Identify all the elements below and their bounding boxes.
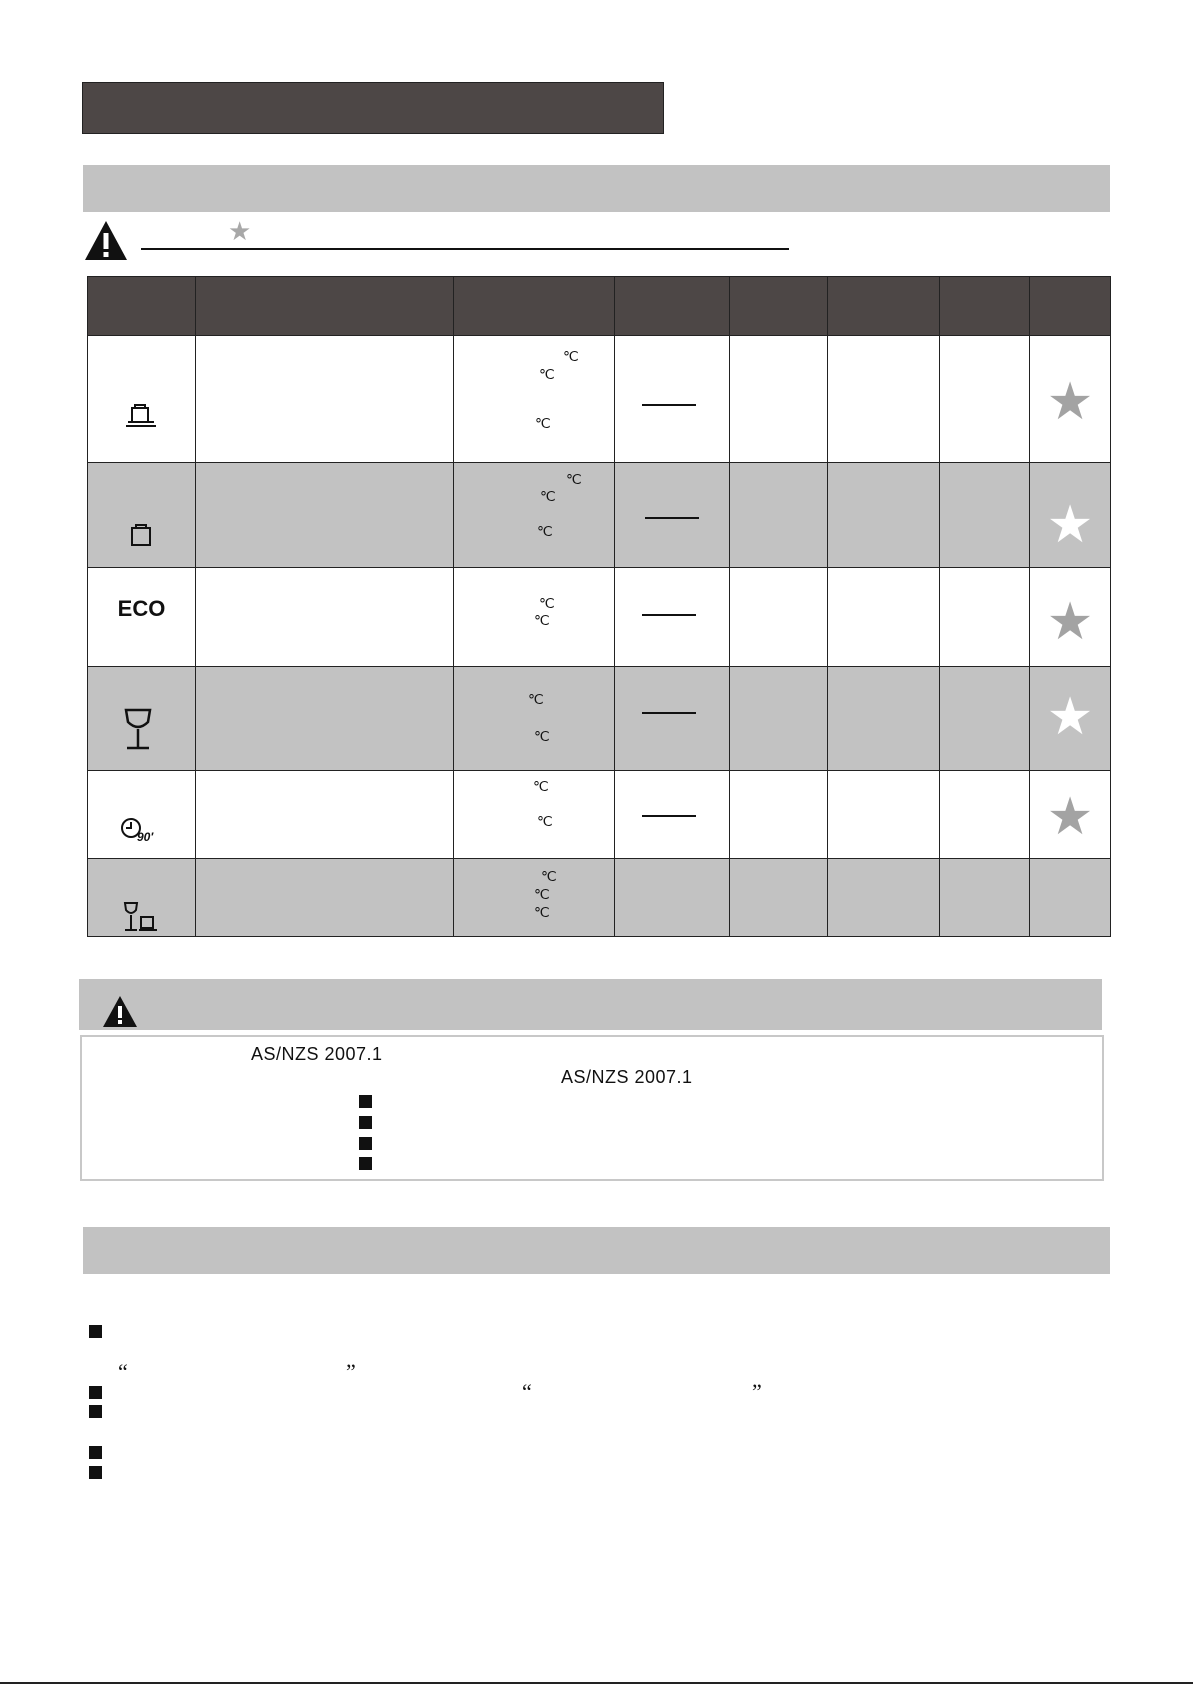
dash-line [642,614,696,616]
pot-with-plate-icon [124,400,158,430]
temperature-cell [454,667,615,771]
rinse-star-cell [1030,859,1111,937]
rinse-star-cell [1030,667,1111,771]
glass-and-cup-icon [123,901,159,933]
data-cell [730,667,828,771]
square-bullet-icon [359,1095,372,1108]
header-cell [88,277,196,336]
star-icon: ★ [1046,373,1094,431]
rinse-star-cell [1030,463,1111,568]
header-cell [730,277,828,336]
square-bullet-icon [89,1446,102,1459]
temp-unit: ℃ [528,693,544,708]
close-quote: ” [752,1379,762,1404]
program-icon-cell [88,336,196,463]
open-quote: “ [118,1359,128,1384]
data-cell [940,859,1030,937]
open-quote: “ [522,1379,532,1404]
description-cell [196,859,454,937]
data-cell [828,771,940,859]
description-cell [196,667,454,771]
data-cell [730,568,828,667]
table-row [88,667,1111,771]
wine-glass-icon [122,707,154,751]
temperature-cell [454,568,615,667]
header-cell [1030,277,1111,336]
square-bullet-icon [89,1325,102,1338]
standard-notice-box [80,1035,1104,1181]
dash-line [642,404,696,406]
data-cell [828,859,940,937]
temperature-cell [454,859,615,937]
temp-unit: ℃ [537,525,553,540]
data-cell [940,771,1030,859]
temperature-cell [454,463,615,568]
table-row [88,859,1111,937]
close-quote: ” [346,1359,356,1384]
detergent-cell [615,771,730,859]
header-cell [454,277,615,336]
description-cell [196,336,454,463]
program-table [87,276,1111,937]
data-cell [940,667,1030,771]
section-header [83,1227,1110,1274]
table-row [88,771,1111,859]
detergent-cell [615,667,730,771]
table-row [88,336,1111,463]
star-icon: ★ [228,216,252,246]
program-icon-cell [88,568,196,667]
data-cell [730,771,828,859]
star-icon: ★ [1046,593,1094,651]
square-bullet-icon [359,1157,372,1170]
program-icon-cell [88,771,196,859]
square-bullet-icon [89,1466,102,1479]
program-icon-cell [88,859,196,937]
temperature-cell [454,336,615,463]
detergent-cell [615,463,730,568]
header-cell [196,277,454,336]
temp-unit: ℃ [535,417,551,432]
section-header-standard-notice [79,979,1102,1030]
warning-icon [102,994,138,1028]
square-bullet-icon [359,1116,372,1129]
program-icon-cell [88,667,196,771]
description-cell [196,771,454,859]
square-bullet-icon [359,1137,372,1150]
header-cell [615,277,730,336]
data-cell [828,336,940,463]
data-cell [828,568,940,667]
data-cell [940,463,1030,568]
header-cell [940,277,1030,336]
description-cell [196,463,454,568]
dash-line [642,712,696,714]
description-cell [196,568,454,667]
data-cell [940,568,1030,667]
program-icon-cell [88,463,196,568]
temp-unit: ℃ [539,597,555,612]
temp-unit: ℃ [540,490,556,505]
temperature-cell [454,771,615,859]
rinse-star-cell [1030,336,1111,463]
temp-unit: ℃ [541,870,557,885]
temp-unit: ℃ [534,906,550,921]
90-minute-label: 90′ [137,830,154,844]
pot-icon [127,521,155,549]
star-icon: ★ [1046,496,1094,554]
temp-unit: ℃ [534,730,550,745]
warning-icon [84,219,128,261]
data-cell [730,859,828,937]
eco-icon: ECO [117,596,166,621]
table-row [88,568,1111,667]
square-bullet-icon [89,1386,102,1399]
dash-line [645,517,699,519]
table-header-row [88,277,1111,336]
dash-line [642,815,696,817]
page-title-bar [82,82,664,134]
temp-unit: ℃ [534,614,550,629]
notice-underline [141,248,789,250]
rinse-star-cell [1030,568,1111,667]
data-cell [940,336,1030,463]
header-cell [828,277,940,336]
temp-unit: ℃ [563,350,579,365]
standard-reference: AS/NZS 2007.1 [251,1044,383,1064]
detergent-cell [615,859,730,937]
temp-unit: ℃ [539,368,555,383]
star-icon: ★ [1046,688,1094,746]
data-cell [730,336,828,463]
temp-unit: ℃ [533,780,549,795]
rinse-star-cell [1030,771,1111,859]
temp-unit: ℃ [534,888,550,903]
data-cell [730,463,828,568]
temp-unit: ℃ [537,815,553,830]
table-row [88,463,1111,568]
square-bullet-icon [89,1405,102,1418]
detergent-cell [615,568,730,667]
star-icon: ★ [1046,788,1094,846]
data-cell [828,463,940,568]
data-cell [828,667,940,771]
detergent-cell [615,336,730,463]
section-header-program-chart [83,165,1110,212]
page-bottom-rule [0,1682,1193,1684]
temp-unit: ℃ [566,473,582,488]
standard-reference: AS/NZS 2007.1 [561,1067,693,1087]
